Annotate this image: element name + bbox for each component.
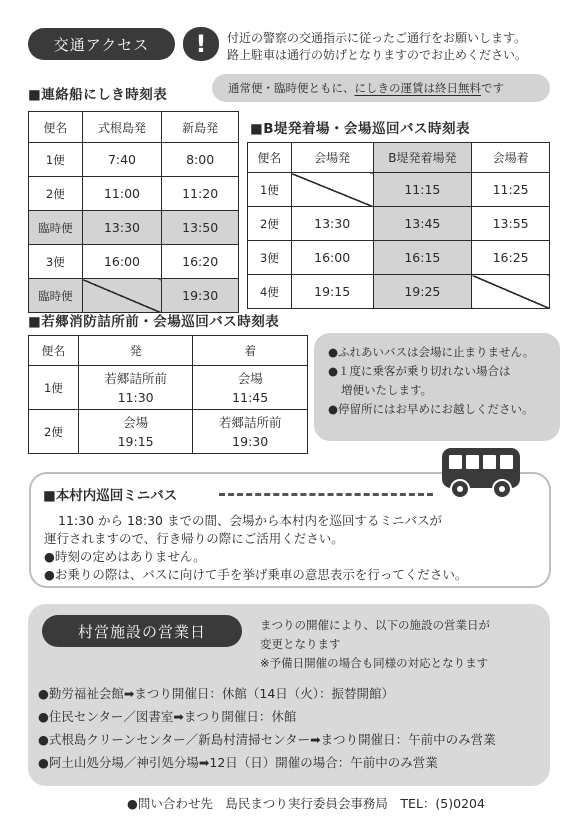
time-cell: 16:25 [472,241,550,275]
table-row [29,143,239,177]
table-row [29,410,308,454]
list-item: ●住民センター／図書室➡まつり開催日：休館 [38,709,297,724]
time-cell: 16:20 [162,245,239,279]
minibus-text: 運行されますので、行き帰りの際にご活用ください。 [44,531,344,546]
time-cell: 11:00 [82,177,162,211]
time-cell: 7:40 [82,143,162,177]
table-row [248,275,550,309]
bus-icon [440,446,522,500]
time-cell: 11:20 [162,177,239,211]
trip-name: 3便 [29,245,83,279]
departure-cell [78,410,193,454]
access-title: 交通アクセス [28,28,175,60]
table-row [29,279,239,313]
list-item: ●勤労福祉会館➡まつり開催日：休館（14日（火）：振替開館） [38,686,395,701]
time-cell: 11:25 [472,173,550,207]
facility-title: 村営施設の営業日 [42,615,242,647]
no-service-cell [291,173,373,207]
col-header: 発 [78,336,193,366]
arrival-time: 19:30 [232,433,269,449]
bus-notes-bubble [314,333,560,441]
ferry-timetable-title: ■連絡船にしき時刻表 [28,87,168,103]
col-header: 着 [193,336,308,366]
note-line: ※予備日開催の場合も同様の対応となります [260,656,489,670]
no-service-cell [82,279,162,313]
col-header: 便名 [29,336,79,366]
trip-name: 2便 [29,410,79,454]
trip-name: 3便 [248,241,292,275]
arrival-place: 若郷詰所前 [218,414,282,430]
time-cell: 16:00 [291,241,373,275]
departure-time: 19:15 [117,433,154,449]
minibus-description [44,512,544,584]
departure-place: 若郷詰所前 [104,370,167,386]
time-cell: 13:30 [291,207,373,241]
time-cell: 11:15 [373,173,472,207]
col-header: 便名 [29,112,83,143]
bubble-line: ●１度に乗客が乗り切れない場合は [328,364,511,378]
time-cell: 13:55 [472,207,550,241]
minibus-text: ●時刻の定めはありません。 [44,549,206,564]
arrival-place: 会場 [237,370,263,386]
trip-name: 2便 [248,207,292,241]
departure-cell [78,366,193,410]
table-row [248,207,550,241]
traffic-notice [227,30,527,64]
time-cell: 13:30 [82,211,162,245]
trip-name: 1便 [29,366,79,410]
trip-name: 臨時便 [29,279,83,313]
time-cell: 19:30 [162,279,239,313]
banner-text-pre: 通常便・臨時便ともに、 [228,81,355,95]
col-header: B堤発着場発 [373,143,472,173]
no-service-cell [472,275,550,309]
banner-text-post: です [481,81,504,95]
minibus-title: ■本村内巡回ミニバス [43,488,178,504]
minibus-text: ●お乗りの際は、バスに向けて手を挙げ乗車の意思表示を行ってください。 [44,567,468,582]
ferry-timetable [28,111,239,313]
col-header: 会場着 [472,143,550,173]
note-line: まつりの開催により、以下の施設の営業日が [260,618,490,632]
exclamation-icon: ! [183,27,219,61]
notice-line-2: 路上駐車は通行の妨げとなりますのでお止めください。 [227,48,528,62]
col-header: 便名 [248,143,292,173]
table-row [29,211,239,245]
table-row [29,177,239,211]
time-cell: 19:15 [291,275,373,309]
col-header: 会場発 [291,143,373,173]
time-cell: 16:00 [82,245,162,279]
trip-name: 臨時便 [29,211,83,245]
wbus-timetable-title: ■若郷消防詰所前・会場巡回バス時刻表 [28,314,280,330]
notice-line-1: 付近の警察の交通指示に従ったご通行をお願いします。 [227,31,527,45]
divider [219,493,433,496]
col-header: 式根島発 [82,112,162,143]
time-cell: 16:15 [373,241,472,275]
bbus-timetable [247,142,550,309]
arrival-time: 11:45 [232,389,269,405]
time-cell: 8:00 [162,143,239,177]
trip-name: 1便 [29,143,83,177]
table-row [29,366,308,410]
contact-info: ●問い合わせ先 島民まつり実行委員会事務局 TEL：(5)0204 [127,796,485,811]
note-line: 変更となります [260,637,341,651]
bubble-line: ●ふれあいバスは会場に止まりません。 [328,345,535,359]
departure-time: 11:30 [117,389,154,405]
time-cell: 13:45 [373,207,472,241]
list-item: ●式根島クリーンセンター／新島村清掃センター➡まつり開催日：午前中のみ営業 [38,732,496,747]
trip-name: 2便 [29,177,83,211]
table-row [29,245,239,279]
time-cell: 19:25 [373,275,472,309]
facility-list [38,682,496,774]
list-item: ●阿土山処分場／神引処分場➡12日（日）開催の場合：午前中のみ営業 [38,755,438,770]
bbus-timetable-title: ■B堤発着場・会場巡回バス時刻表 [250,121,471,137]
trip-name: 4便 [248,275,292,309]
table-row [248,241,550,275]
minibus-text: 11:30 から 18:30 までの間、会場から本村内を巡回するミニバスが [58,513,442,528]
facility-note [260,616,490,673]
ferry-fare-banner [212,74,550,102]
col-header: 新島発 [162,112,239,143]
time-cell: 13:50 [162,211,239,245]
bubble-line: 増便いたします。 [341,383,433,397]
wbus-timetable [28,335,308,454]
arrival-cell [193,410,308,454]
banner-text-free: にしきの運賃は終日無料 [354,81,481,95]
arrival-cell [193,366,308,410]
trip-name: 1便 [248,173,292,207]
bubble-line: ●停留所にはお早めにお越しください。 [328,402,534,416]
table-row [248,173,550,207]
departure-place: 会場 [123,414,149,430]
